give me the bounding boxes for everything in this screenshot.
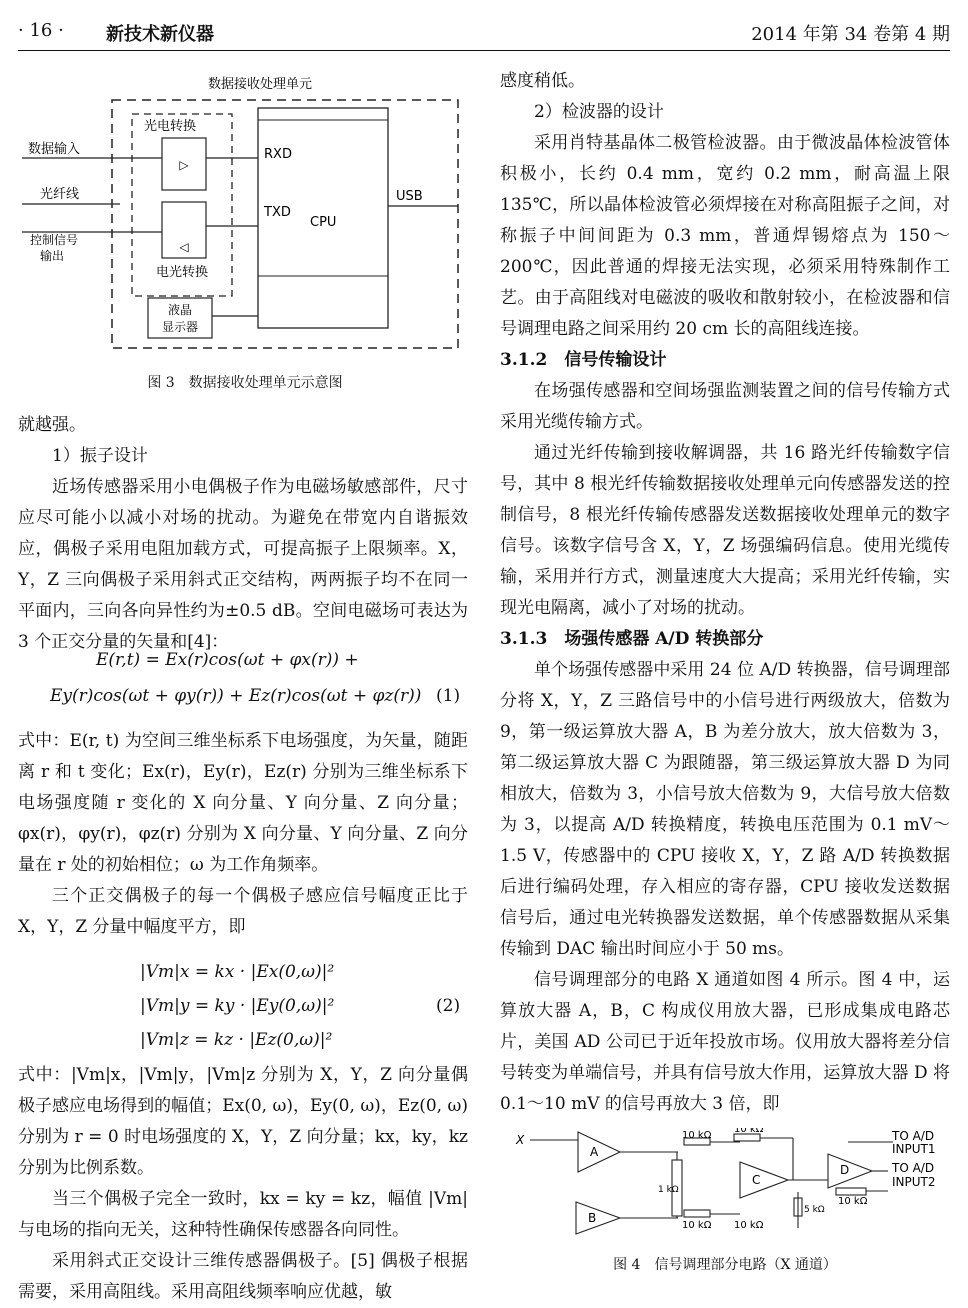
fig4-out2b: INPUT2	[892, 1175, 936, 1189]
fig3-title: 数据接收处理单元	[207, 77, 313, 92]
fig3-lcd2: 显示器	[161, 320, 199, 334]
paragraph: 近场传感器采用小电偶极子作为电磁场敏感部件，尺寸应尽可能小以减小对场的扰动。为避免在带宽内自谐振效应，偶极子采用电阻加载方式，可提高振子上限频率。X，Y，Z 三向偶极子采用斜式正交结构，两两振子均不在同一平面内，三向各向异性约为±0.5 dB。空间电磁场可表达为 3 个正交分量的矢量和[4]：	[18, 477, 468, 652]
fig3-eo-label: 电光转换	[155, 265, 209, 280]
left-column-bottom	[18, 1060, 468, 1308]
journal-name: 新技术新仪器	[106, 24, 214, 45]
section-heading: 3.1.2 信号传输设计	[500, 350, 667, 370]
fig3-outer-box	[112, 100, 458, 348]
fig3-ctrl-out2: 输出	[40, 249, 65, 263]
equation-1-line-b: Ey(r)cos(ωt + φy(r)) + Ez(r)cos(ωt + φz(r))	[50, 686, 422, 706]
paragraph: 在场强传感器和空间场强监测装置之间的信号传输方式采用光缆传输方式。	[500, 381, 950, 432]
fig4-r5: 10 kΩ	[838, 1196, 868, 1207]
equation-2-line-a: |Vm|x = kx · |Ex(0,ω)|²	[140, 962, 335, 982]
fig4-out2a: TO A/D	[892, 1161, 935, 1175]
fig3-usb: USB	[396, 189, 423, 204]
fig4-r1: 10 kΩ	[682, 1130, 712, 1141]
equation-1-line-a: E(r,t) = Ex(r)cos(ωt + φx(r)) +	[96, 650, 359, 670]
left-column-top	[18, 410, 468, 658]
paragraph: 三个正交偶极子的每一个偶极子感应信号幅度正比于 X，Y，Z 分量中幅度平方，即	[18, 886, 468, 937]
fig4-r2: 10 kΩ	[734, 1128, 764, 1135]
paragraph: 通过光纤传输到接收解调器，共 16 路光纤传输数字信号，其中 8 根光纤传输数据接收处理单元向传感器发送的控制信号，8 根光纤传输传感器发送数据接收处理单元的数字信号。该数字信号含 X，Y，Z 场强编码信息。使用光缆传输，采用并行方式，测量速度大大提高；采用光纤传输，实现光电隔离，减小了对场的扰动。	[500, 443, 950, 618]
equation-1-number: (1)	[436, 686, 461, 706]
paragraph: 信号调理部分的电路 X 通道如图 4 所示。图 4 中，运算放大器 A，B，C 构成仪用放大器，已形成集成电路芯片，美国 AD 公司已于近年投放市场。仪用放大器将差分信号转变为单端信号，并具有信号放大作用，运算放大器 D 将 0.1～10 mV 的信号再放大 3 倍，即	[500, 970, 950, 1114]
paragraph: 当三个偶极子完全一致时，kx = ky = kz，幅值 |Vm| 与电场的指向无关，这种特性确保传感器各向同性。	[18, 1189, 468, 1240]
fig4-x-label: X	[516, 1133, 525, 1147]
subsection-heading: 1）振子设计	[52, 446, 148, 466]
fig3-eo-arrow: ◁	[179, 240, 189, 254]
equation-2-number: (2)	[436, 996, 461, 1016]
fig3-oe-arrow: ▷	[179, 158, 189, 172]
figure-4	[508, 1128, 953, 1238]
fig4-r4: 10 kΩ	[734, 1220, 764, 1231]
paragraph: 感度稍低。	[500, 71, 585, 91]
paragraph: 采用斜式正交设计三维传感器偶极子。[5] 偶极子根据需要，采用高阻线。采用高阻线频率响应优越，敏	[18, 1251, 468, 1302]
fig4-r3: 10 kΩ	[682, 1220, 712, 1231]
header-rule	[18, 50, 950, 51]
fig4-r7: 5 kΩ	[804, 1205, 825, 1215]
subsection-heading: 2）检波器的设计	[534, 102, 664, 122]
fig3-rxd: RXD	[264, 147, 292, 162]
paragraph: 就越强。	[18, 415, 86, 435]
right-column	[500, 66, 950, 1120]
fig3-cpu: CPU	[310, 215, 337, 230]
issue-info: 2014 年第 34 卷第 4 期	[751, 24, 950, 45]
fig4-r6: 1 kΩ	[658, 1185, 679, 1195]
fig4-amp-b: B	[588, 1211, 597, 1225]
page-number: · 16 ·	[18, 20, 64, 41]
fig3-data-in: 数据输入	[28, 142, 81, 157]
paragraph: 式中：|Vm|x，|Vm|y，|Vm|z 分别为 X，Y，Z 向分量偶极子感应电场得到的幅值；Ex(0, ω)，Ey(0, ω)，Ez(0, ω) 分别为 r = 0 时电场强度的 X，Y，Z 向分量；kx，ky，kz 分别为比例系数。	[18, 1065, 468, 1178]
figure-3-diagram	[20, 66, 470, 366]
fig4-out1a: TO A/D	[892, 1129, 935, 1143]
equation-2-line-c: |Vm|z = kz · |Ez(0,ω)|²	[140, 1030, 333, 1050]
fig4-amp-a: A	[590, 1145, 599, 1159]
figure-4-caption: 图 4 信号调理部分电路（X 通道）	[613, 1257, 837, 1273]
fig4-amp-c: C	[752, 1173, 761, 1187]
fig4-amp-d: D	[840, 1163, 850, 1177]
running-header	[18, 18, 950, 48]
figure-3-caption: 图 3 数据接收处理单元示意图	[147, 375, 343, 391]
fig3-fiber: 光纤线	[40, 187, 80, 202]
paragraph: 采用肖特基晶体二极管检波器。由于微波晶体检波管体积极小，长约 0.4 mm，宽约 0.2 mm，耐高温上限 135℃，所以晶体检波管必须焊接在对称高阻振子之间，对称振子中间间距为 0.3 mm，普通焊锡熔点为 150～200℃，因此普通的焊接无法实现，必须采用特殊制作工艺。由于高阻线对电磁波的吸收和散射较小，在检波器和信号调理电路之间采用约 20 cm 长的高阻线连接。	[500, 133, 950, 339]
paragraph: 单个场强传感器中采用 24 位 A/D 转换器，信号调理部分将 X，Y，Z 三路信号中的小信号进行两级放大，倍数为 9，第一级运算放大器 A，B 为差分放大，放大倍数为 3，第二级运算放大器 C 为跟随器，第三级运算放大器 D 为同相放大，倍数为 3，小信号放大倍数为 9，大信号放大倍数为 3，以提高 A/D 转换精度，转换电压范围为 0.1 mV～1.5 V，传感器中的 CPU 接收 X，Y，Z 路 A/D 转换数据后进行编码处理，存入相应的寄存器，CPU 接收发送数据信号后，通过电光转换器发送数据，单个传感器数据从采集传输到 DAC 输出时间应小于 50 ms。	[500, 660, 950, 959]
equation-2-line-b: |Vm|y = ky · |Ey(0,ω)|²	[140, 996, 335, 1016]
section-heading: 3.1.3 场强传感器 A/D 转换部分	[500, 629, 764, 649]
figure-4-circuit	[508, 1128, 953, 1238]
fig3-ctrl-out: 控制信号	[30, 233, 79, 247]
fig3-txd: TXD	[264, 205, 291, 220]
fig3-oe-label: 光电转换	[143, 119, 197, 134]
left-column-mid	[18, 726, 468, 943]
fig3-lcd1: 液晶	[167, 303, 193, 317]
fig4-out1b: INPUT1	[892, 1142, 936, 1156]
paragraph: 式中：E(r, t) 为空间三维坐标系下电场强度，为矢量，随距离 r 和 t 变化；Ex(r)，Ey(r)，Ez(r) 分别为三维坐标系下电场强度随 r 变化的 X 向分量、Y 向分量、Z 向分量；φx(r)，φy(r)，φz(r) 分别为 X 向分量、Y 向分量、Z 向分量在 r 处的初始相位；ω 为工作角频率。	[18, 731, 468, 875]
figure-3	[20, 66, 470, 366]
